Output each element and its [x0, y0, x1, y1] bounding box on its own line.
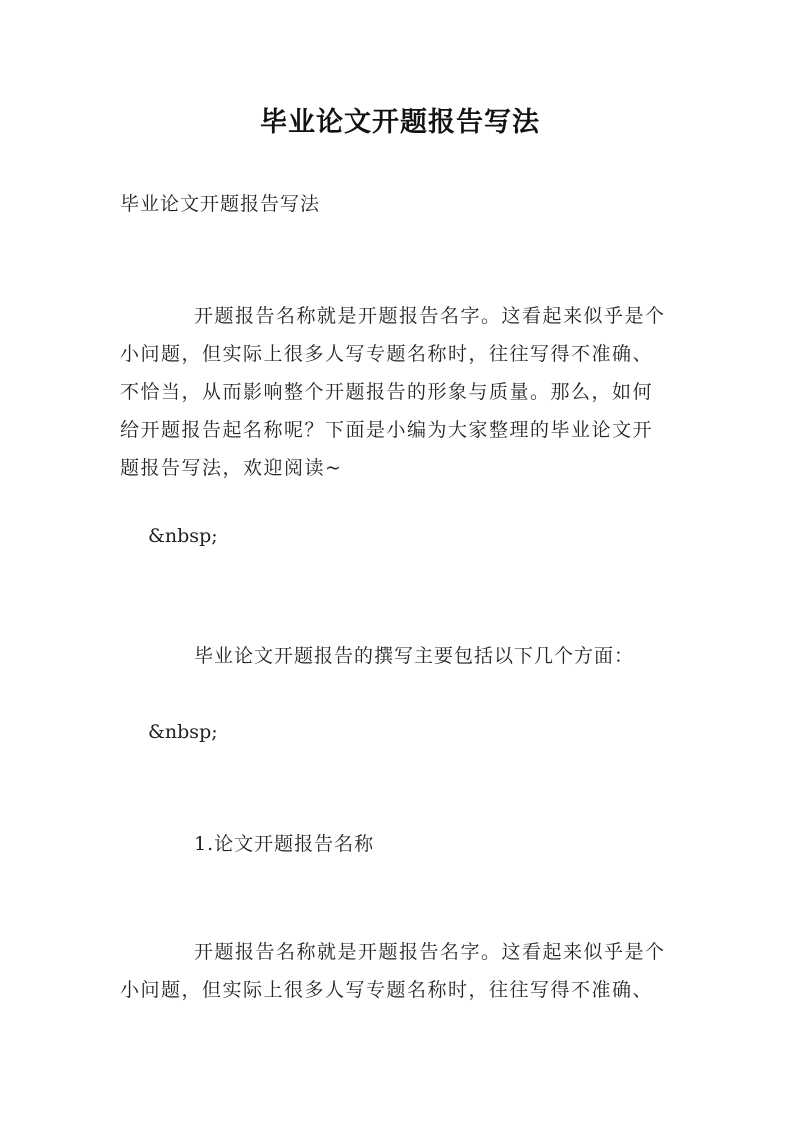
- intro-line: 题报告写法，欢迎阅读~: [120, 457, 343, 479]
- intro-line: 给开题报告起名称呢？下面是小编为大家整理的毕业论文开: [120, 419, 654, 441]
- nbsp-placeholder-text: &nbsp;: [148, 721, 218, 743]
- intro-paragraph: [120, 297, 690, 487]
- document-subtitle: 毕业论文开题报告写法: [120, 193, 321, 215]
- document-title: 毕业论文开题报告写法: [260, 107, 540, 138]
- aspects-line: 毕业论文开题报告的撰写主要包括以下几个方面：: [194, 645, 635, 667]
- nbsp-placeholder-text: &nbsp;: [148, 525, 218, 547]
- intro-line: 开题报告名称就是开题报告名字。这看起来似乎是个: [194, 305, 666, 327]
- section-heading: 1.论文开题报告名称: [194, 833, 375, 855]
- section-line: 小问题，但实际上很多人写专题名称时，往往写得不准确、: [120, 979, 654, 1001]
- intro-line: 不恰当，从而影响整个开题报告的形象与质量。那么，如何: [120, 381, 654, 403]
- section-paragraph: [120, 933, 690, 1009]
- intro-line: 小问题，但实际上很多人写专题名称时，往往写得不准确、: [120, 343, 654, 365]
- section-line: 开题报告名称就是开题报告名字。这看起来似乎是个: [194, 941, 666, 963]
